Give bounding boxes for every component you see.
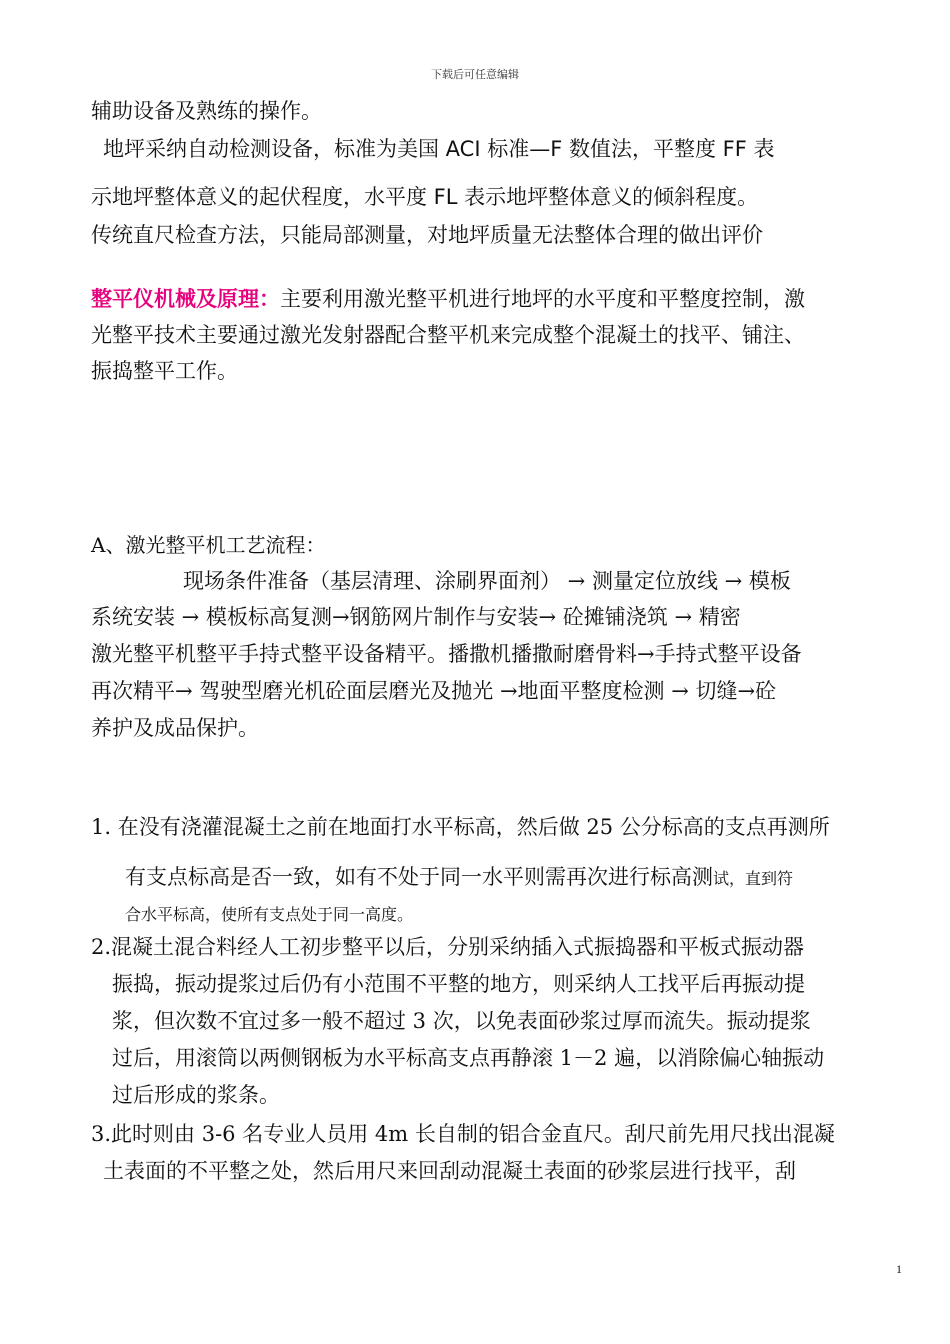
step3-line-1: 3.此时则由 3-6 名专业人员用 4m 长自制的铝合金直尺。刮尺前先用尺找出混凝	[91, 1122, 835, 1146]
process-line-1: 现场条件准备（基层清理、涂刷界面剂） → 测量定位放线 → 模板	[183, 569, 791, 593]
principle-text-1: 主要利用激光整平机进行地坪的水平度和平整度控制，激	[280, 287, 805, 311]
step1-line-2-main: 有支点标高是否一致，如有不处于同一水平则需再次进行标高测	[125, 865, 713, 889]
step2-line-4: 过后，用滚筒以两侧钢板为水平标高支点再静滚 1－2 遍，以消除偏心轴振动	[112, 1046, 825, 1070]
step1-line-1: 1. 在没有浇灌混凝土之前在地面打水平标高，然后做 25 公分标高的支点再测所	[91, 815, 830, 839]
principle-line-3: 振捣整平工作。	[91, 359, 238, 383]
process-line-4: 再次精平→ 驾驶型磨光机砼面层磨光及抛光 →地面平整度检测 → 切缝→砼	[91, 679, 777, 703]
step2-line-3: 浆，但次数不宜过多一般不超过 3 次，以免表面砂浆过厚而流失。振动提浆	[112, 1009, 811, 1033]
step1-line-2	[125, 864, 793, 892]
process-line-2: 系统安装 → 模板标高复测→钢筋网片制作与安装→ 砼摊铺浇筑 → 精密	[91, 605, 741, 629]
page-number: 1	[896, 1262, 902, 1276]
principle-line-1	[91, 286, 805, 312]
principle-heading: 整平仪机械及原理：	[91, 286, 280, 311]
step2-line-5: 过后形成的浆条。	[112, 1083, 280, 1107]
step1-line-3: 合水平标高，使所有支点处于同一高度。	[125, 905, 414, 924]
process-line-3: 激光整平机整平手持式整平设备精平。播撒机播撒耐磨骨料→手持式整平设备	[91, 642, 802, 666]
para1-line-2: 地坪采纳自动检测设备，标准为美国 ACI 标准—F 数值法，平整度 FF 表	[103, 137, 775, 161]
step2-line-2: 振捣，振动提浆过后仍有小范围不平整的地方，则采纳人工找平后再振动提	[112, 972, 805, 996]
step2-line-1: 2.混凝土混合料经人工初步整平以后，分别采纳插入式振捣器和平板式振动器	[91, 935, 805, 959]
step3-line-2: 土表面的不平整之处，然后用尺来回刮动混凝土表面的砂浆层进行找平，刮	[103, 1159, 796, 1183]
para1-line-3: 示地坪整体意义的起伏程度，水平度 FL 表示地坪整体意义的倾斜程度。	[91, 185, 759, 209]
para1-line-4: 传统直尺检查方法，只能局部测量，对地坪质量无法整体合理的做出评价	[91, 223, 763, 247]
principle-line-2: 光整平技术主要通过激光发射器配合整平机来完成整个混凝土的找平、铺注、	[91, 323, 805, 347]
process-title: A、激光整平机工艺流程：	[91, 533, 326, 557]
step1-line-2-small: 试，直到符	[713, 869, 794, 888]
page-header: 下载后可任意编辑	[431, 68, 519, 81]
para1-line-1: 辅助设备及熟练的操作。	[91, 99, 322, 123]
process-line-5: 养护及成品保护。	[91, 716, 259, 740]
